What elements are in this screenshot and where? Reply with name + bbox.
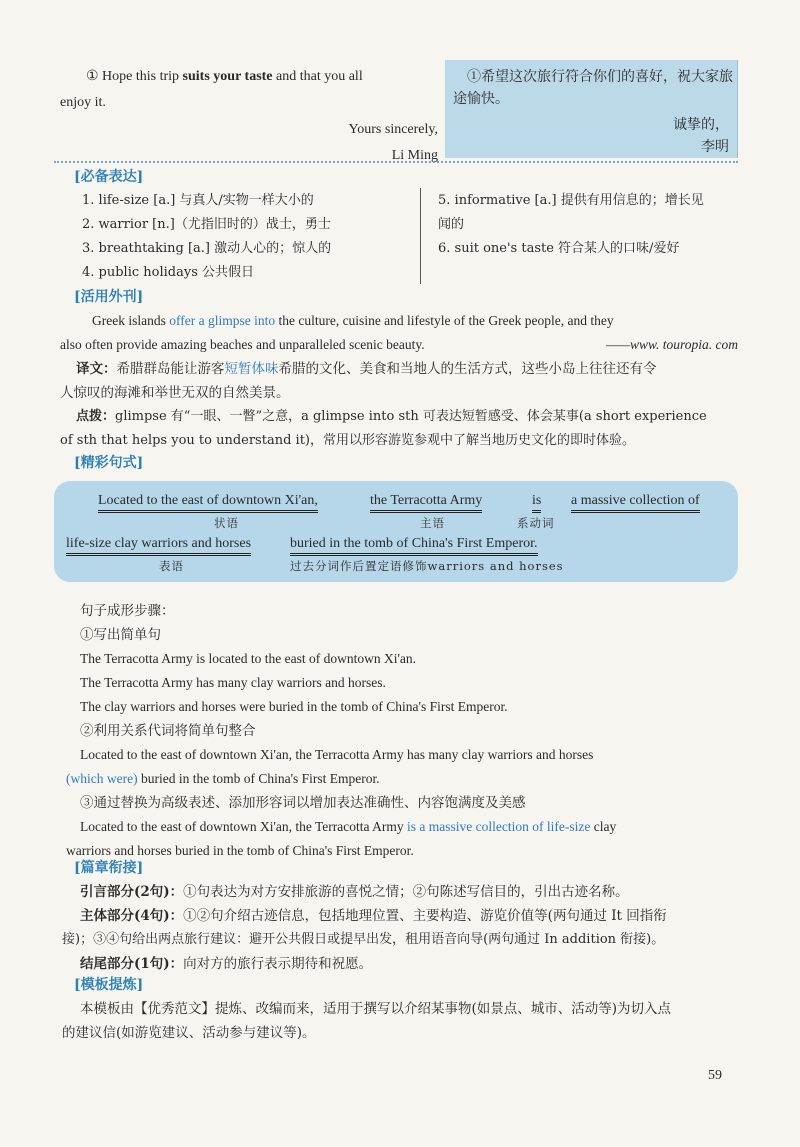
step-1-sentence-a: The Terracotta Army is located to the east of downtown Xi'an. — [80, 651, 417, 666]
text: the culture, cuisine and lifestyle of the Greek people, and they — [275, 313, 614, 328]
highlight-phrase: offer a glimpse into — [169, 313, 276, 328]
label-attributive: 过去分词作后置定语修饰warriors and horses — [290, 559, 564, 573]
vocab-item: 1. life-size [a.] 与真人/实物一样大小的 — [82, 193, 314, 208]
label-adverbial: 状语 — [214, 516, 239, 530]
label-verb: 系动词 — [517, 516, 555, 530]
text: and that you all — [272, 69, 363, 84]
label: 主体部分(4句)： — [80, 908, 184, 924]
vocab-item-cont: 闻的 — [438, 217, 465, 232]
step-2-sentence-b — [66, 767, 380, 791]
cn-closing: 诚挚的， — [673, 117, 729, 133]
chinese-translation-box — [445, 60, 738, 158]
bold-phrase: suits your taste — [182, 69, 273, 84]
vocab-item: 5. informative [a.] 提供有用信息的；增长见 — [438, 193, 704, 208]
text: ①②句介绍古迹信息，包括地理位置、主要构造、游览价值等(两句通过 It 回指衔 — [183, 908, 667, 924]
step-3: ③通过替换为高级表述、添加形容词以增加表达准确性、内容饱满度及美感 — [80, 795, 526, 811]
text: Located to the east of downtown Xi'an, the Terracotta Army — [80, 819, 408, 834]
apply-sentence-2: also often provide amazing beaches and unparalleled scenic beauty. — [60, 337, 425, 352]
step-2: ②利用关系代词将简单句整合 — [80, 723, 256, 739]
structure-body-2: 接)；③④句给出两点旅行建议：避开公共假日或提早出发，租用语音向导(两句通过 In addition 衔接)。 — [62, 932, 665, 947]
text: ① Hope this trip — [86, 69, 183, 84]
text: ①句表达为对方安排旅游的喜悦之情；②句陈述写信目的，引出古迹名称。 — [183, 884, 629, 900]
label-predicative: 表语 — [159, 559, 184, 573]
vocab-item: 3. breathtaking [a.] 激动人心的；惊人的 — [82, 241, 332, 256]
highlight-phrase: is a massive collection of life-size — [407, 819, 591, 834]
vocab-item: 6. suit one's taste 符合某人的口味/爱好 — [438, 241, 680, 256]
label: 译文： — [76, 361, 117, 377]
pattern-predicative-2: life-size clay warriors and horses — [66, 536, 251, 556]
apply-note — [76, 405, 746, 429]
apply-source: ——www. touropia. com — [605, 337, 738, 352]
vocab-right-list — [438, 189, 738, 261]
highlight-phrase: 短暂体味 — [224, 361, 279, 377]
apply-translation-2: 人惊叹的海滩和举世无双的自然美景。 — [60, 385, 290, 401]
pattern-adverbial: Located to the east of downtown Xi'an, — [98, 493, 318, 513]
apply-translation — [76, 357, 746, 381]
cn-signature: 李明 — [701, 139, 729, 155]
text: 向对方的旅行表示期待和祝愿。 — [183, 956, 373, 972]
step-1-sentence-c: The clay warriors and horses were buried in the tomb of China's First Emperor. — [80, 699, 508, 714]
signature-text: Li Ming — [391, 148, 438, 163]
section-heading-structure: [篇章衔接] — [74, 860, 144, 876]
text: Greek islands — [92, 313, 170, 328]
vocab-item: 4. public holidays 公共假日 — [82, 265, 255, 280]
label: 结尾部分(1句)： — [80, 956, 184, 972]
pattern-verb: is — [532, 493, 541, 513]
letter-line-2: enjoy it. — [60, 95, 106, 110]
section-heading-apply: [活用外刊] — [74, 289, 144, 305]
step-1: ①写出简单句 — [80, 627, 161, 643]
label-subject: 主语 — [420, 516, 445, 530]
step-2-sentence-a: Located to the east of downtown Xi'an, the Terracotta Army has many clay warriors and horses — [80, 747, 594, 762]
structure-intro — [80, 880, 629, 904]
sentence-pattern-box — [54, 481, 738, 582]
step-1-sentence-b: The Terracotta Army has many clay warriors and horses. — [80, 675, 386, 690]
structure-end — [80, 952, 372, 976]
steps-title: 句子成形步骤： — [80, 603, 175, 619]
template-line-2: 的建议信(如游览建议、活动参与建议等)。 — [62, 1025, 316, 1041]
template-line-1: 本模板由【优秀范文】提炼、改编而来，适用于撰写以介绍某事物(如景点、城市、活动等)为切入点 — [80, 1001, 672, 1017]
text: glimpse 有“一眼、一瞥”之意，a glimpse into sth 可表达短暂感受、体会某事(a short experience — [115, 409, 707, 424]
section-heading-pattern: [精彩句式] — [74, 455, 144, 471]
pattern-predicative-1: a massive collection of — [571, 493, 700, 513]
vocab-item: 2. warrior [n.]（尤指旧时的）战士，勇士 — [82, 217, 331, 232]
step-3-sentence-b: warriors and horses buried in the tomb of China's First Emperor. — [66, 843, 414, 858]
pattern-attributive: buried in the tomb of China's First Emperor. — [290, 536, 538, 556]
closing-text: Yours sincerely, — [348, 122, 438, 137]
section-heading-vocab: [必备表达] — [74, 169, 144, 185]
letter-line-1 — [60, 64, 440, 90]
translation-body: ①希望这次旅行符合你们的喜好，祝大家旅途愉快。 — [453, 69, 733, 107]
step-3-sentence-a — [80, 815, 616, 839]
vocab-left-list — [82, 189, 412, 285]
label: 引言部分(2句)： — [80, 884, 184, 900]
text: 希腊的文化、美食和当地人的生活方式，这些小岛上往往还有令 — [278, 361, 657, 377]
text: buried in the tomb of China's First Emperor. — [137, 771, 380, 786]
text: 希腊群岛能让游客 — [116, 361, 225, 377]
structure-body — [80, 904, 667, 928]
page-number: 59 — [708, 1068, 722, 1083]
pattern-subject: the Terracotta Army — [370, 493, 482, 513]
label: 点拨： — [76, 409, 116, 424]
section-heading-template: [模板提炼] — [74, 977, 144, 993]
vocab-divider — [420, 188, 421, 284]
apply-note-2: of sth that helps you to understand it)，常用以形容游览参观中了解当地历史文化的即时体验。 — [60, 433, 635, 448]
apply-sentence-1 — [76, 309, 740, 333]
highlight-phrase: (which were) — [66, 771, 138, 786]
translation-closing — [673, 114, 729, 158]
letter-english — [60, 64, 440, 116]
dotted-divider — [54, 161, 738, 163]
text: clay — [590, 819, 617, 834]
